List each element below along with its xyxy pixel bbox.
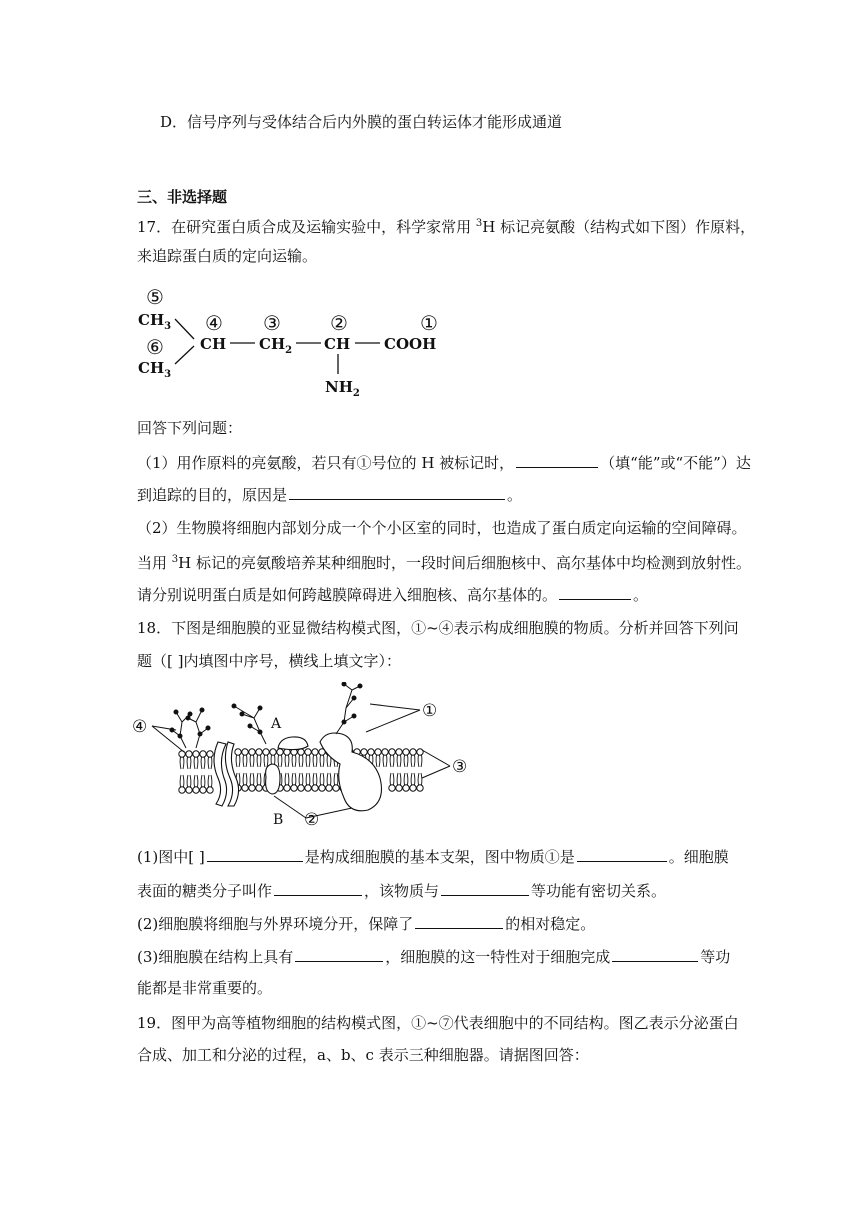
- q17-p2-sup: 3: [171, 554, 179, 565]
- num-2: ②: [330, 311, 348, 335]
- q17-blank-3[interactable]: [559, 583, 631, 600]
- num-3: ③: [263, 311, 281, 335]
- q18-p1-text-a: (1)图中[ ]: [137, 848, 205, 866]
- q18-part3-line2: 能都是非常重要的。: [137, 979, 273, 997]
- q18-blank-1[interactable]: [207, 845, 303, 862]
- nh2: $NH_2$: [325, 378, 360, 399]
- q19-line1: 19．图甲为高等植物细胞的结构模式图，①~⑦代表细胞中的不同结构。图乙表示分泌蛋白: [137, 1014, 739, 1032]
- protein-a: [278, 737, 308, 750]
- q17-part1-line1: [137, 451, 751, 473]
- membrane-label-2: ②: [304, 810, 320, 830]
- q18-p2-text-b: 的相对稳定。: [505, 915, 596, 933]
- ch3-bottom: $CH_3$: [138, 359, 172, 380]
- q17-p2-text-b2: H 标记的亮氨酸培养某种细胞时，一段时间后细胞核中、高尔基体中均检测到放射性。: [178, 554, 752, 572]
- num-6: ⑥: [146, 335, 164, 359]
- leader-1-a: [370, 704, 420, 710]
- ch-2: CH: [324, 335, 351, 353]
- num-1: ①: [420, 311, 438, 335]
- q17-p2-text-c: 请分别说明蛋白质是如何跨越膜障碍进入细胞核、高尔基体的。: [137, 586, 558, 604]
- q17-p1-text-a: （1）用作原料的亮氨酸，若只有①号位的 H 被标记时，: [137, 454, 515, 472]
- option-d: D．信号序列与受体结合后内外膜的蛋白转运体才能形成通道: [160, 113, 563, 131]
- leader-3-b: [422, 766, 450, 778]
- lipid-bilayer-bottom: [179, 773, 423, 793]
- q17-blank-2[interactable]: [289, 483, 505, 500]
- q18-part3-line1: [137, 945, 730, 967]
- q17-p1-text-b: （填“能”或“不能”）达: [600, 454, 751, 472]
- ch2-3: $CH_2$: [259, 335, 293, 356]
- q17-part2-line2: [137, 550, 751, 573]
- q17-part1-line2: [137, 483, 522, 505]
- q17-text-a: 17．在研究蛋白质合成及运输实验中，科学家常用: [137, 218, 476, 236]
- q17-answer-intro: 回答下列问题：: [137, 419, 243, 437]
- leader-4-b: [152, 726, 184, 752]
- num-4: ④: [205, 311, 223, 335]
- q17-blank-1[interactable]: [516, 451, 598, 468]
- q18-blank-3[interactable]: [274, 879, 362, 896]
- leader-3-a: [422, 750, 450, 766]
- q17-text-b: H 标记亮氨酸（结构式如下图）作原料，: [482, 218, 756, 236]
- q18-p1-text-c: 。细胞膜: [668, 848, 729, 866]
- q18-p1-text-f: 等功能有密切关系。: [531, 882, 667, 900]
- q18-p1-text-b: 是构成细胞膜的基本支架，图中物质①是: [304, 848, 575, 866]
- q17-part2-line1: （2）生物膜将细胞内部划分成一个个小区室的同时，也造成了蛋白质定向运输的空间障碍。: [137, 519, 747, 537]
- membrane-label-1: ①: [422, 701, 438, 721]
- membrane-label-b: B: [273, 812, 284, 828]
- q17-part2-line3: [137, 583, 648, 605]
- leucine-structure-figure: [132, 282, 462, 400]
- q18-blank-2[interactable]: [577, 845, 667, 862]
- q17-line2: 来追踪蛋白质的定向运输。: [137, 247, 318, 265]
- membrane-label-4: ④: [132, 717, 148, 737]
- leader-1-b: [366, 710, 420, 732]
- ch-4: CH: [200, 335, 227, 353]
- q18-blank-5[interactable]: [415, 912, 503, 929]
- num-5: ⑤: [146, 285, 164, 309]
- q17-p1-text-c: 到追踪的目的，原因是: [137, 486, 288, 504]
- q18-p3-text-a: (3)细胞膜在结构上具有: [137, 948, 294, 966]
- q18-part1-line2: [137, 879, 666, 901]
- q18-line1: 18．下图是细胞膜的亚显微结构模式图，①~④表示构成细胞膜的物质。分析并回答下列问: [137, 619, 739, 637]
- glycoprotein-chain-4: [336, 684, 360, 734]
- q17-p2-text-d: 。: [633, 586, 649, 604]
- q18-p1-text-d: 表面的糖类分子叫作: [137, 882, 273, 900]
- q18-p1-text-e: ，该物质与: [364, 882, 440, 900]
- cell-membrane-figure: [130, 682, 480, 830]
- ch3-top: $CH_3$: [138, 311, 172, 332]
- membrane-label-a: A: [271, 716, 282, 732]
- q17-line1: [137, 214, 755, 237]
- q18-p2-text-a: (2)细胞膜将细胞与外界环境分开，保障了: [137, 915, 414, 933]
- q17-p2-text-b1: 当用: [137, 554, 172, 572]
- q18-blank-4[interactable]: [441, 879, 529, 896]
- section-title: 三、非选择题: [137, 188, 228, 206]
- membrane-label-3: ③: [452, 757, 468, 777]
- q18-part1-line1: [137, 845, 729, 867]
- q17-sup: 3: [475, 218, 483, 229]
- cooh-1: COOH: [384, 335, 437, 353]
- protein-b: [266, 764, 280, 794]
- q18-part2: [137, 912, 595, 934]
- q18-p3-text-b: ，细胞膜的这一特性对于细胞完成: [385, 948, 611, 966]
- protein-large: [320, 733, 382, 811]
- q18-p3-text-c: 等功: [700, 948, 731, 966]
- q18-blank-7[interactable]: [612, 945, 698, 962]
- q18-line2: 题（[ ]内填图中序号，横线上填文字）：: [137, 652, 401, 670]
- q19-line2: 合成、加工和分泌的过程，a、b、c 表示三种细胞器。请据图回答：: [137, 1046, 589, 1064]
- q18-blank-6[interactable]: [295, 945, 383, 962]
- q17-p1-text-d: 。: [507, 486, 523, 504]
- bond-top: [175, 319, 194, 339]
- bond-bottom: [175, 346, 194, 364]
